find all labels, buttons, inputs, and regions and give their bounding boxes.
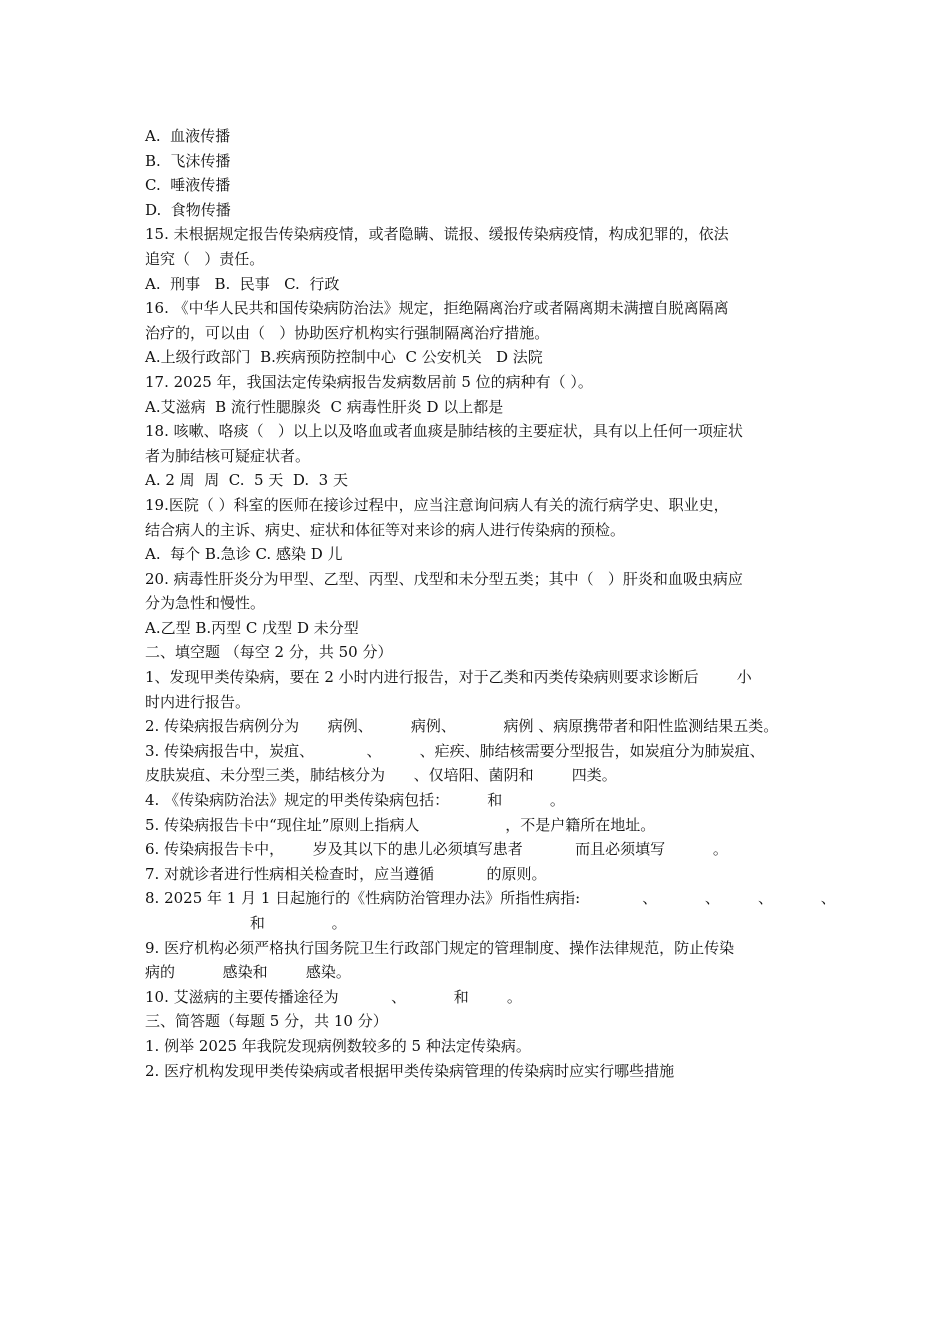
question-17: 17. 2025 年，我国法定传染病报告发病数居前 5 位的病种有（ ）。 xyxy=(145,372,593,391)
option-b-droplet: B. 飞沫传播 xyxy=(145,151,231,170)
fill-9-line-1: 9. 医疗机构必须严格执行国务院卫生行政部门规定的管理制度、操作法律规范，防止传染 xyxy=(145,938,735,957)
question-18-line-2: 者为肺结核可疑症状者。 xyxy=(145,446,311,465)
short-answer-1: 1. 例举 2025 年我院发现病例数较多的 5 种法定传染病。 xyxy=(145,1036,531,1055)
question-15-line-2: 追究（ ）责任。 xyxy=(145,249,265,268)
fill-1-line-1: 1、发现甲类传染病，要在 2 小时内进行报告，对于乙类和丙类传染病则要求诊断后 小 xyxy=(145,668,752,687)
fill-7: 7. 对就诊者进行性病相关检查时，应当遵循 的原则。 xyxy=(145,864,547,883)
fill-4: 4. 《传染病防治法》规定的甲类传染病包括： 和 。 xyxy=(145,791,565,810)
question-16-line-2: 治疗的，可以由（ ）协助医疗机构实行强制隔离治疗措施。 xyxy=(145,323,550,342)
section-heading-fill-in: 二、填空题 （每空 2 分，共 50 分） xyxy=(145,643,393,662)
document-page xyxy=(145,124,836,1083)
fill-5: 5. 传染病报告卡中“现住址”原则上指病人 ，不是户籍所在地址。 xyxy=(145,815,656,834)
fill-3-line-1: 3. 传染病报告中，炭疽、 、 、疟疾、肺结核需要分型报告，如炭疽分为肺炭疽、 xyxy=(145,741,765,760)
question-19-line-2: 结合病人的主诉、病史、症状和体征等对来诊的病人进行传染病的预检。 xyxy=(145,520,626,539)
question-20-options: A.乙型 B.丙型 C 戊型 D 未分型 xyxy=(145,618,359,637)
question-19-line-1: 19.医院（ ）科室的医师在接诊过程中，应当注意询问病人有关的流行病学史、职业史， xyxy=(145,495,729,514)
fill-2: 2. 传染病报告病例分为 病例、 病例、 病例 、病原携带者和阳性监测结果五类。 xyxy=(145,717,779,736)
fill-8-line-1: 8. 2025 年 1 月 1 日起施行的《性病防治管理办法》所指性病指: 、 、 、 、 xyxy=(145,889,836,908)
fill-9-line-2: 病的 感染和 感染。 xyxy=(145,963,351,982)
short-answer-2: 2. 医疗机构发现甲类传染病或者根据甲类传染病管理的传染病时应实行哪些措施 xyxy=(145,1061,675,1080)
fill-1-line-2: 时内进行报告。 xyxy=(145,692,251,711)
question-18-line-1: 18. 咳嗽、咯痰（ ）以上以及咯血或者血痰是肺结核的主要症状，具有以上任何一项症状 xyxy=(145,422,743,441)
question-15-options: A. 刑事 B. 民事 C. 行政 xyxy=(145,274,340,293)
fill-10: 10. 艾滋病的主要传播途径为 、 和 。 xyxy=(145,987,522,1006)
fill-8-line-2: 和 。 xyxy=(145,914,347,932)
question-16-options: A.上级行政部门 B.疾病预防控制中心 C 公安机关 D 法院 xyxy=(145,348,543,367)
option-a-blood: A. 血液传播 xyxy=(145,127,231,145)
question-20-line-2: 分为急性和慢性。 xyxy=(145,594,266,613)
question-16-line-1: 16. 《中华人民共和国传染病防治法》规定，拒绝隔离治疗或者隔离期未满擅自脱离隔离 xyxy=(145,299,729,318)
question-19-options: A. 每个 B.急诊 C. 感染 D 儿 xyxy=(145,545,343,564)
question-18-options: A. 2 周 周 C. 5 天 D. 3 天 xyxy=(145,471,348,490)
question-20-line-1: 20. 病毒性肝炎分为甲型、乙型、丙型、戊型和未分型五类；其中（ ）肝炎和血吸虫病应 xyxy=(145,569,743,588)
option-d-food: D. 食物传播 xyxy=(145,200,231,219)
fill-6: 6. 传染病报告卡中， 岁及其以下的患儿必须填写患者 而且必须填写 。 xyxy=(145,840,728,859)
question-15-line-1: 15. 未根据规定报告传染病疫情，或者隐瞒、谎报、缓报传染病疫情，构成犯罪的，依法 xyxy=(145,225,729,244)
question-17-options: A.艾滋病 B 流行性腮腺炎 C 病毒性肝炎 D 以上都是 xyxy=(145,397,504,416)
option-c-saliva: C. 唾液传播 xyxy=(145,176,231,195)
fill-3-line-2: 皮肤炭疽、未分型三类，肺结核分为 、仅培阳、菌阴和 四类。 xyxy=(145,766,617,785)
section-heading-short-answer: 三、简答题（每题 5 分，共 10 分） xyxy=(145,1012,388,1031)
